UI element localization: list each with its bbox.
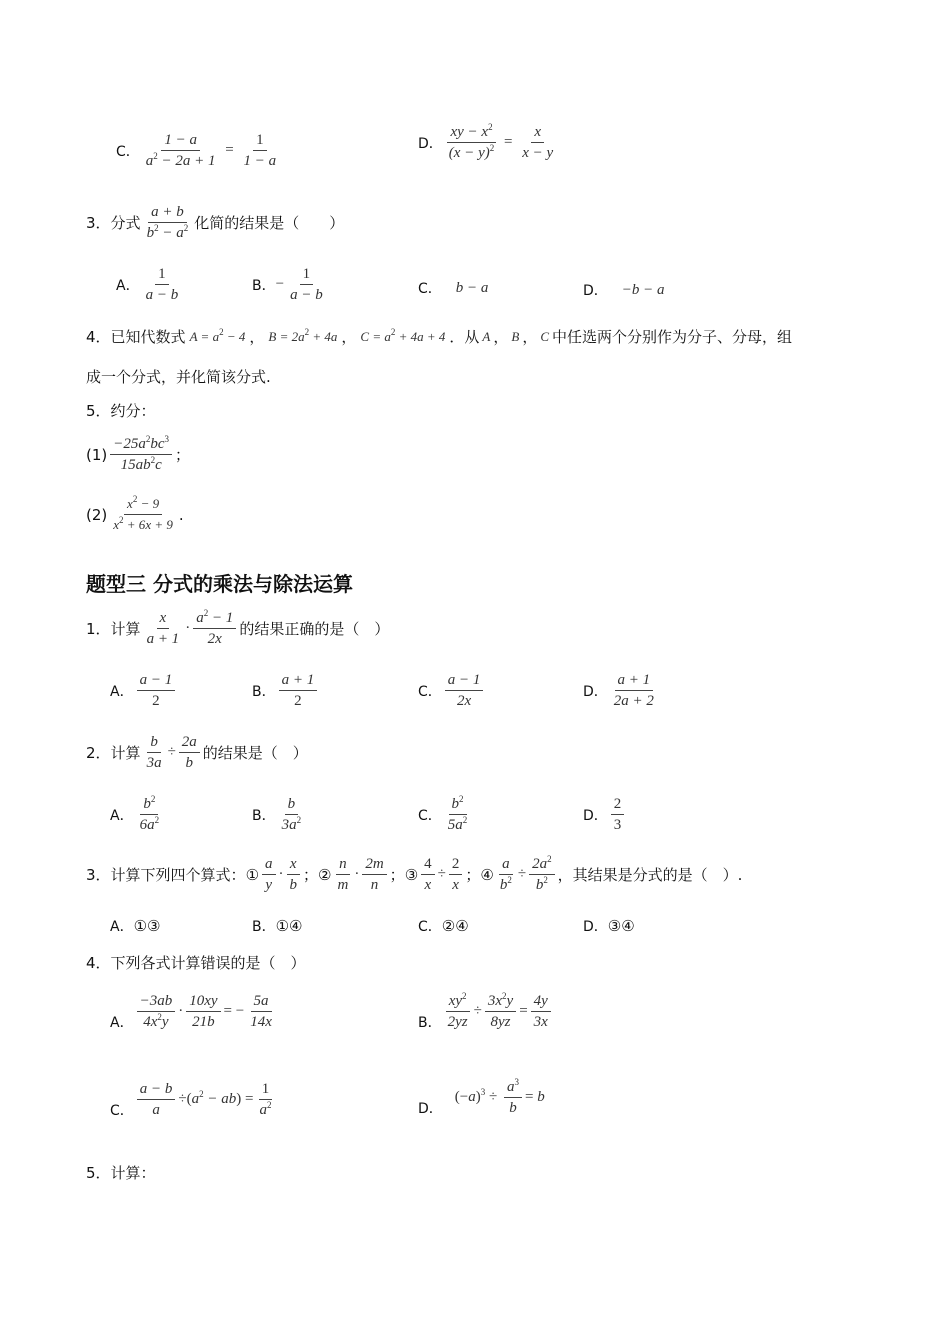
- s2-option-a: A． $\frac{b^2}{6a^2}$: [110, 794, 160, 833]
- question-text: 的结果是（ ）: [202, 744, 308, 762]
- option-text: ③④: [607, 917, 635, 935]
- section-q2-stem: 2． 计算 $\frac{b}{3a}$ ÷ $\frac{2a}{b}$ 的结果是（ ）: [86, 734, 308, 771]
- q5-part-1: (1) $\frac{-25a^2bc^3}{15ab^2c}$ ；: [86, 434, 191, 473]
- question-text: 计算: [110, 744, 141, 762]
- option-label: D．: [583, 283, 608, 299]
- s4-option-a: A． $\frac{-3ab}{4x^2y}$ · $\frac{10xy}{21b}$ = − $\frac{5a}{14x}$: [110, 992, 272, 1031]
- option-label: C．: [418, 281, 442, 297]
- option-label: A．: [116, 277, 140, 294]
- q5-part-2: (2) $\frac{x^2 - 9}{x^2 + 6x + 9}$ .: [86, 494, 184, 532]
- option-label: D．: [583, 683, 608, 700]
- q3-option-d: D． −b − a: [583, 281, 665, 299]
- question-text: 中任选两个分别作为分子、分母，组: [552, 328, 793, 346]
- question-text: 化简的结果是（ ）: [194, 214, 345, 232]
- option-text: ①③: [133, 917, 161, 935]
- s2-option-d: D． $\frac{2}{3}$: [583, 794, 627, 835]
- question-text: 计算：: [110, 1164, 156, 1182]
- s1-option-c: C． $\frac{a - 1}{2x}$: [418, 670, 486, 711]
- question-number: 5．: [86, 1164, 111, 1182]
- section-title: 题型三 分式的乘法与除法运算: [86, 572, 353, 596]
- option-label: B．: [252, 683, 276, 700]
- math-expression: $\frac{1 - a}{a^2 - 2a + 1}$ = $\frac{1}{1 - a}$: [145, 132, 277, 169]
- s1-option-a: A． $\frac{a - 1}{2}$: [110, 670, 178, 711]
- section-q4-stem: [86, 952, 306, 973]
- option-label: C．: [418, 807, 442, 824]
- question-text: 下列各式计算错误的是（ ）: [110, 954, 306, 972]
- option-label: D．: [583, 919, 608, 935]
- option-label: D．: [583, 807, 608, 824]
- question-5-stem: [86, 400, 156, 421]
- option-label: B．: [252, 807, 276, 824]
- s3-option-c: [418, 916, 469, 936]
- s2-option-b: B． $\frac{b}{3a^2}$: [252, 796, 302, 833]
- question-number: 1．: [86, 620, 111, 638]
- s1-option-d: D． $\frac{a + 1}{2a + 2}$: [583, 672, 654, 709]
- q3-option-a: A． $\frac{1}{a - b}$: [116, 266, 179, 303]
- question-text: 已知代数式: [110, 328, 186, 346]
- option-label: B．: [418, 1015, 442, 1031]
- question-text: 的结果正确的是（ ）: [239, 620, 390, 638]
- option-label: C．: [116, 143, 140, 160]
- option-label: D．: [418, 1101, 443, 1117]
- s3-option-b: [252, 916, 303, 936]
- s1-option-b: B． $\frac{a + 1}{2}$: [252, 670, 320, 711]
- s3-option-d: [583, 916, 635, 936]
- question-text: 分式: [110, 214, 141, 232]
- question-3-stem: [86, 202, 344, 243]
- section-q1-stem: 1． 计算 $\frac{x}{a + 1}$ · $\frac{a^2 - 1}{2x}$ 的结果正确的是（ ）: [86, 608, 390, 647]
- option-label: C．: [418, 919, 442, 935]
- question-text: ，其结果是分式的是（ ）.: [557, 866, 743, 884]
- option-label: C．: [418, 683, 442, 700]
- option-label: A．: [110, 683, 134, 700]
- s4-option-d: D． $(-a)^3$ ÷ $\frac{a^3}{b}$ = b: [418, 1076, 545, 1117]
- option-label: A．: [110, 807, 134, 824]
- question-number: 3．: [86, 214, 111, 232]
- s2-option-c: C． $\frac{b^2}{5a^2}$: [418, 794, 468, 833]
- question-text: 计算: [110, 620, 141, 638]
- s4-option-b: B． $\frac{xy^2}{2yz}$ ÷ $\frac{3x^2y}{8yz}$ = $\frac{4y}{3x}$: [418, 990, 554, 1032]
- option-label: C．: [110, 1103, 134, 1119]
- question-number: 2．: [86, 744, 111, 762]
- option-text: ②④: [441, 917, 469, 935]
- section-q5-stem: [86, 1162, 156, 1183]
- math-expression: $\frac{a + b}{b^2 - a^2}$: [146, 204, 189, 241]
- part-label: (2): [86, 505, 108, 524]
- question-text: 计算下列四个算式：: [110, 866, 246, 884]
- question-text: 约分：: [110, 402, 156, 420]
- option-label: A．: [110, 919, 134, 935]
- math-expression: $\frac{xy - x^2}{(x - y)^2}$ = $\frac{x}{x - y}$: [448, 122, 554, 161]
- question-number: 4．: [86, 954, 111, 972]
- prev-option-c: [116, 130, 282, 171]
- q3-option-c: C． b − a: [418, 279, 489, 297]
- option-label: D．: [418, 135, 443, 152]
- option-label: B．: [252, 277, 276, 294]
- question-number: 4．: [86, 328, 111, 346]
- question-4-stem: 4． 已知代数式 $A = a^2 - 4$ ， $B = 2a^2 + 4a$ ， $C = a^2 + 4a + 4$ ．从 A ， B ， C 中任选两个分别作为分子、分母，组: [86, 326, 793, 346]
- option-text: ①④: [275, 917, 303, 935]
- question-number: 3．: [86, 866, 111, 884]
- q3-option-b: B． − $\frac{1}{a - b}$: [252, 266, 323, 303]
- section-q3-stem: 3． 计算下列四个算式： ① $\frac{a}{y}$ · $\frac{x}{b}$ ； ② $\frac{n}{m}$ · $\frac{2m}{n}$ ； ③ $\frac{4}{x}$ ÷ $\frac{2}{x}$ ； ④ $\frac{a}{b^2}$ ÷ $\frac{2a^2}{b^2}$ ，其结果是分式的是（ ）.: [86, 854, 743, 893]
- s3-option-a: [110, 916, 160, 936]
- s4-option-c: C． $\frac{a - b}{a}$ $\div(a^2 - ab)$ = $\frac{1}{a^2}$: [110, 1080, 272, 1119]
- prev-option-d: [418, 122, 559, 163]
- question-number: 5．: [86, 402, 111, 420]
- option-label: A．: [110, 1015, 134, 1031]
- option-label: B．: [252, 919, 276, 935]
- part-label: (1): [86, 445, 108, 464]
- question-4-line2: 成一个分式，并化简该分式.: [86, 368, 271, 386]
